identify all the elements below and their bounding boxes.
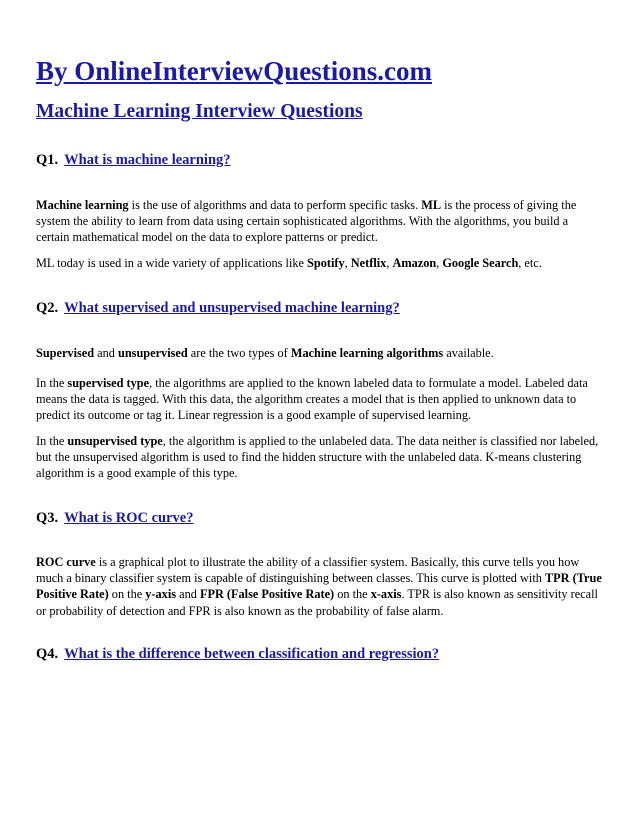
question-3-number: Q3. bbox=[36, 510, 59, 526]
question-2-paragraph-2 bbox=[36, 375, 602, 424]
question-1-heading bbox=[36, 151, 231, 169]
text-bold: unsupervised bbox=[118, 346, 188, 360]
site-title-link[interactable]: By OnlineInterviewQuestions.com bbox=[36, 56, 432, 86]
text: on the bbox=[334, 587, 371, 602]
text-bold: Netflix bbox=[350, 256, 387, 270]
question-1-paragraph-2 bbox=[36, 255, 602, 271]
question-4-number: Q4. bbox=[36, 646, 59, 662]
text-bold: Spotify bbox=[307, 256, 345, 270]
text: In the bbox=[36, 376, 68, 390]
text-bold: Supervised bbox=[36, 346, 95, 360]
text: is a graphical plot to illustrate the ability of a classifier system. Basically, this curve tells you how much a binary classifier system is capable of distinguishing between classes. This curve is plotted with bbox=[36, 555, 580, 586]
text-bold: Amazon bbox=[392, 256, 437, 270]
text: and bbox=[94, 346, 118, 360]
question-2-paragraph-1 bbox=[36, 345, 602, 361]
question-2-paragraph-3 bbox=[36, 433, 602, 482]
text: , etc. bbox=[518, 256, 542, 270]
text: , bbox=[344, 256, 351, 270]
text: is the process of giving the system the ability to learn from data using certain sophisticated algorithms. With the algorithms, you build a certain mathematical model on the data to explore patterns or predict. bbox=[36, 198, 577, 245]
text: , the algorithms are applied to the known labeled data to formulate a model. Labeled data means the data is tagged. With this data, the algorithm creates a model that is then applied to unknown data to predict its outcome or tag it. Linear regression is a good example of supervised learning. bbox=[36, 376, 588, 423]
question-2-link[interactable]: What supervised and unsupervised machine learning? bbox=[64, 300, 400, 316]
text-bold: TPR (True Positive Rate) bbox=[36, 571, 602, 602]
text: available. bbox=[443, 346, 494, 360]
text: , the algorithm is applied to the unlabeled data. The data neither is classified nor labeled, but the unsupervised algorithm is used to find the hidden structure with the unlabeled data. K-means clustering algorithm is a good example of this type. bbox=[36, 434, 599, 481]
text: In the bbox=[36, 434, 68, 448]
text: . TPR is also known as sensitivity recall or probability of detection and FPR is also known as the probability of false alarm. bbox=[36, 587, 598, 618]
text: , bbox=[436, 256, 443, 270]
text-bold: unsupervised type bbox=[67, 434, 163, 448]
text: , bbox=[386, 256, 393, 270]
text-bold: supervised type bbox=[67, 376, 150, 390]
question-4-heading bbox=[36, 645, 439, 663]
text: is the use of algorithms and data to perform specific tasks. bbox=[128, 198, 422, 212]
question-4-link[interactable]: What is the difference between classification and regression? bbox=[64, 646, 440, 662]
site-title bbox=[36, 55, 432, 87]
text: and bbox=[176, 587, 200, 602]
question-2-number: Q2. bbox=[36, 300, 59, 316]
text-bold: ML bbox=[421, 198, 442, 212]
question-1-paragraph-1 bbox=[36, 197, 602, 246]
question-1-link[interactable]: What is machine learning? bbox=[64, 152, 231, 168]
text-bold: ROC curve bbox=[36, 555, 96, 569]
question-3-link[interactable]: What is ROC curve? bbox=[64, 510, 194, 526]
subtitle-link[interactable]: Machine Learning Interview Questions bbox=[36, 101, 363, 122]
document-subtitle bbox=[36, 100, 363, 124]
question-1-number: Q1. bbox=[36, 152, 59, 168]
question-3-paragraph-1 bbox=[36, 554, 602, 619]
text: are the two types of bbox=[187, 346, 291, 360]
text-bold: Machine learning algorithms bbox=[290, 346, 444, 360]
text-bold: y-axis bbox=[145, 587, 177, 602]
text: ML today is used in a wide variety of applications like bbox=[36, 256, 308, 270]
text-bold: FPR (False Positive Rate) bbox=[199, 587, 335, 602]
question-2-heading bbox=[36, 299, 400, 317]
question-3-heading bbox=[36, 509, 193, 527]
text-bold: Google Search bbox=[442, 256, 519, 270]
text-bold: Machine learning bbox=[36, 198, 129, 212]
text-bold: x-axis bbox=[370, 587, 402, 602]
text: on the bbox=[108, 587, 146, 602]
